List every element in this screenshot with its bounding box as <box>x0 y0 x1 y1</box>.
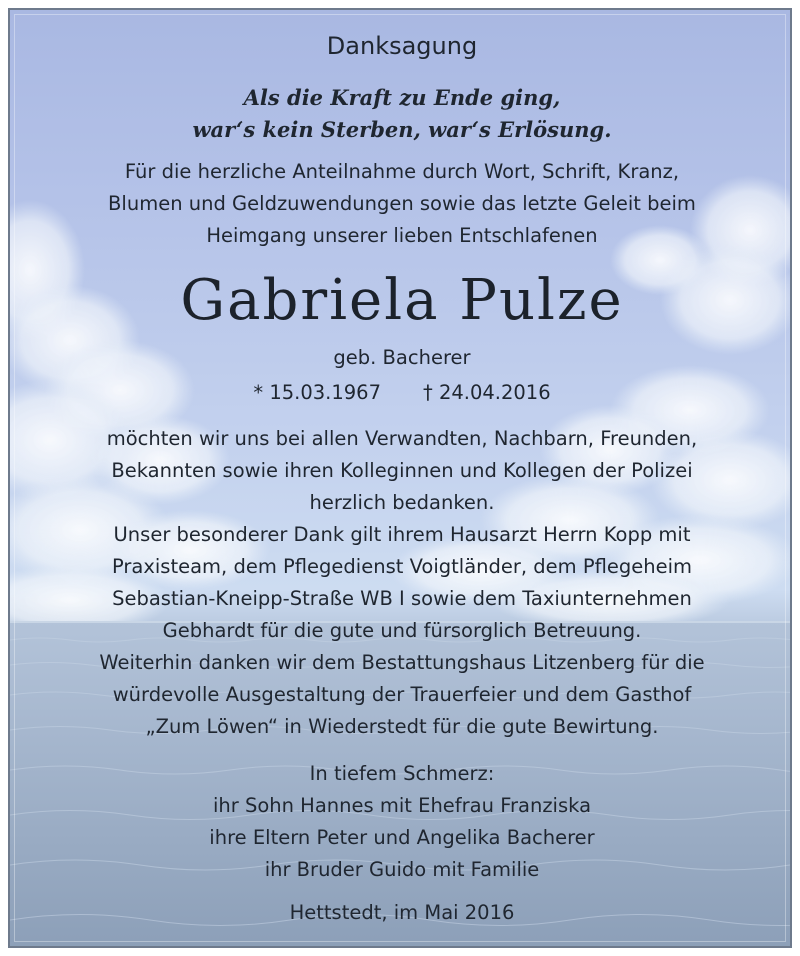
thanks-line: Bekannten sowie ihren Kolleginnen und Kollegen der Polizei <box>111 459 693 482</box>
special-thanks-line: Praxisteam, dem Pflegedienst Voigtländer, dem Pflegeheim <box>111 555 693 578</box>
motto-line: war‘s kein Sterben, war‘s Erlösung. <box>192 117 612 142</box>
thanks-line: möchten wir uns bei allen Verwandten, Nachbarn, Freunden, <box>106 427 698 450</box>
mourners-line: ihre Eltern Peter und Angelika Bacherer <box>209 826 595 849</box>
special-thanks-paragraph <box>10 519 792 647</box>
thanks-paragraph <box>10 423 792 519</box>
intro-line: Für die herzliche Anteilnahme durch Wort, Schrift, Kranz, <box>124 160 680 183</box>
motto <box>10 82 792 146</box>
place-and-date: Hettstedt, im Mai 2016 <box>289 901 515 924</box>
mourners-list <box>10 758 792 886</box>
life-dates <box>10 378 792 408</box>
heading: Danksagung <box>326 32 478 60</box>
mourners-line: ihr Bruder Guido mit Familie <box>264 858 540 881</box>
thanks-line: herzlich bedanken. <box>309 491 495 514</box>
intro-line: Heimgang unserer lieben Entschlafenen <box>206 224 598 247</box>
special-thanks-line: Gebhardt für die gute und fürsorglich Betreuung. <box>162 619 642 642</box>
maiden-name: geb. Bacherer <box>333 346 471 369</box>
deceased-name: Gabriela Pulze <box>180 268 624 333</box>
intro-paragraph <box>10 156 792 252</box>
mourners-line: In tiefem Schmerz: <box>309 762 495 785</box>
special-thanks-line: Sebastian-Kneipp-Straße WB I sowie dem Taxiunternehmen <box>112 587 692 610</box>
intro-line: Blumen und Geldzuwendungen sowie das letzte Geleit beim <box>108 192 696 215</box>
birth-date: * 15.03.1967 <box>253 381 381 404</box>
mourners-line: ihr Sohn Hannes mit Ehefrau Franziska <box>212 794 592 817</box>
death-date: † 24.04.2016 <box>423 381 551 404</box>
further-thanks-paragraph <box>10 647 792 743</box>
further-thanks-line: würdevolle Ausgestaltung der Trauerfeier und dem Gasthof <box>112 683 692 706</box>
obituary-card <box>8 8 792 948</box>
motto-line: Als die Kraft zu Ende ging, <box>243 85 561 110</box>
further-thanks-line: „Zum Löwen“ in Wiederstedt für die gute Bewirtung. <box>145 715 659 738</box>
special-thanks-line: Unser besonderer Dank gilt ihrem Hausarzt Herrn Kopp mit <box>113 523 691 546</box>
further-thanks-line: Weiterhin danken wir dem Bestattungshaus Litzenberg für die <box>99 651 705 674</box>
